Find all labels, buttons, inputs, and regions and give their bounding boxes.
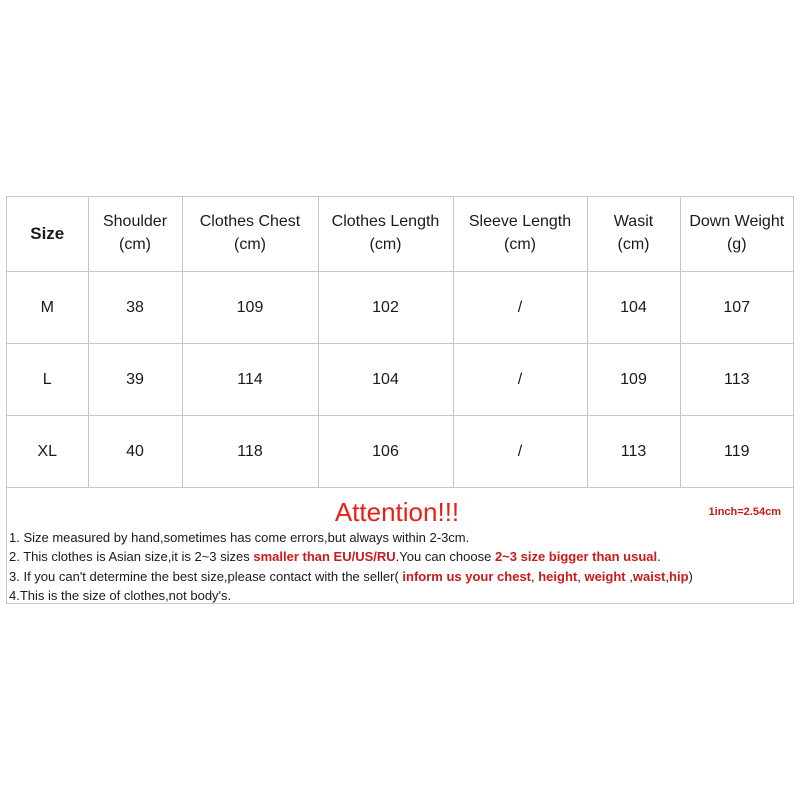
attention-title: Attention!!! bbox=[334, 496, 460, 527]
note-item: 4.This is the size of clothes,not body's. bbox=[9, 588, 232, 603]
highlight-text: weight bbox=[584, 568, 626, 584]
notes-list bbox=[9, 528, 789, 606]
inch-conversion-note: 1inch=2.54cm bbox=[708, 505, 781, 518]
waist-cell: 113 bbox=[587, 415, 680, 487]
shoulder-cell: 40 bbox=[88, 415, 182, 487]
header-size: Size bbox=[7, 197, 88, 271]
size-table bbox=[7, 197, 793, 488]
highlight-text: waist bbox=[632, 568, 666, 584]
table-row bbox=[7, 343, 793, 415]
sleeve-cell: / bbox=[453, 271, 587, 343]
sleeve-cell: / bbox=[453, 343, 587, 415]
chest-cell: 114 bbox=[182, 343, 318, 415]
table-row bbox=[7, 271, 793, 343]
header-waist: Wasit (cm) bbox=[587, 197, 680, 271]
note-item: 1. Size measured by hand,sometimes has come errors,but always within 2-3cm. bbox=[9, 529, 470, 545]
length-cell: 106 bbox=[318, 415, 453, 487]
highlight-text: hip bbox=[669, 568, 689, 584]
highlight-text: inform us your chest bbox=[402, 568, 531, 584]
size-cell: M bbox=[7, 271, 88, 343]
highlight-text: 2~3 size bigger than usual bbox=[494, 549, 658, 564]
waist-cell: 104 bbox=[587, 271, 680, 343]
highlight-text: height bbox=[538, 568, 578, 584]
shoulder-cell: 38 bbox=[88, 271, 182, 343]
shoulder-cell: 39 bbox=[88, 343, 182, 415]
chest-cell: 109 bbox=[182, 271, 318, 343]
waist-cell: 109 bbox=[587, 343, 680, 415]
length-cell: 104 bbox=[318, 343, 453, 415]
attention-section bbox=[7, 488, 793, 603]
length-cell: 102 bbox=[318, 271, 453, 343]
table-header-row bbox=[7, 197, 793, 271]
header-clothes-chest: Clothes Chest (cm) bbox=[182, 197, 318, 271]
size-cell: L bbox=[7, 343, 88, 415]
size-chart bbox=[6, 196, 794, 604]
size-cell: XL bbox=[7, 415, 88, 487]
header-sleeve-length: Sleeve Length (cm) bbox=[453, 197, 587, 271]
down-weight-cell: 119 bbox=[680, 415, 793, 487]
note-item: 3. If you can't determine the best size,please contact with the seller( inform us your chest, height, weight ,waist,hip) bbox=[9, 568, 693, 584]
header-shoulder: Shoulder (cm) bbox=[88, 197, 182, 271]
header-down-weight: Down Weight (g) bbox=[680, 197, 793, 271]
table-row bbox=[7, 415, 793, 487]
note-item: 2. This clothes is Asian size,it is 2~3 sizes smaller than EU/US/RU.You can choose 2~3 size bigger than usual. bbox=[9, 549, 661, 564]
chest-cell: 118 bbox=[182, 415, 318, 487]
sleeve-cell: / bbox=[453, 415, 587, 487]
highlight-text: smaller than EU/US/RU bbox=[253, 549, 396, 564]
down-weight-cell: 107 bbox=[680, 271, 793, 343]
down-weight-cell: 113 bbox=[680, 343, 793, 415]
header-clothes-length: Clothes Length (cm) bbox=[318, 197, 453, 271]
